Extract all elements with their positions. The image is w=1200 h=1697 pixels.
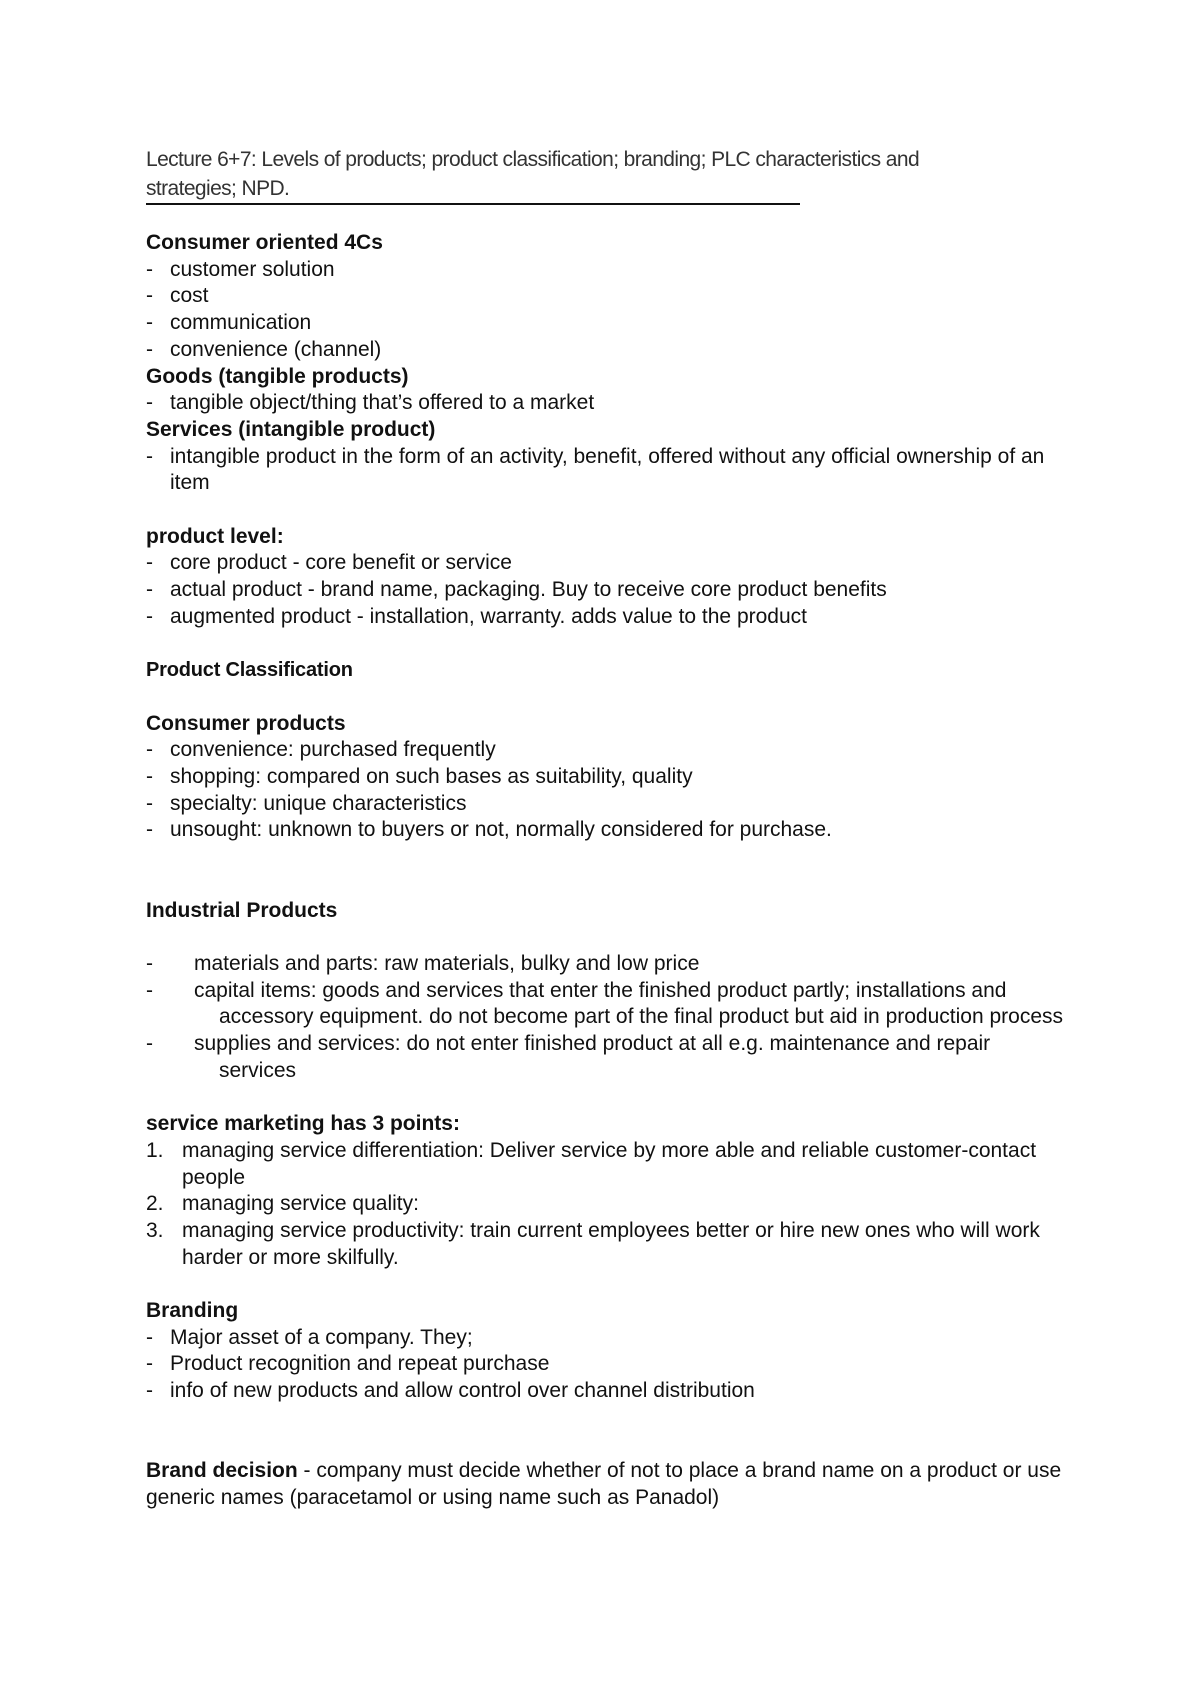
services-list [146,444,1066,497]
list-item: - core product - core benefit or service [146,550,1066,577]
industrial-products-list [146,951,1066,1085]
industrial-products-heading: Industrial Products [146,898,338,922]
branding-list [146,1325,1066,1405]
list-item-text: supplies and services: do not enter finished product at all e.g. maintenance and repair [194,1032,991,1055]
product-classification-heading: Product Classification [146,659,353,682]
list-item: - unsought: unknown to buyers or not, normally considered for purchase. [146,817,1066,844]
goods-heading: Goods (tangible products) [146,364,409,388]
title-line-2: strategies; NPD. [146,177,290,200]
brand-decision-paragraph [146,1458,1066,1511]
consumer-4cs-heading: Consumer oriented 4Cs [146,231,383,254]
services-heading: Services (intangible product) [146,417,436,441]
spacer [146,871,1066,898]
list-item-text: managing service productivity: train current employees better or hire new ones who will work harder or more skilfully. [182,1218,1040,1269]
service-marketing-list [146,1138,1066,1272]
list-item [146,1218,1066,1271]
list-item: - info of new products and allow control over channel distribution [146,1378,1066,1405]
spacer [146,1271,1066,1298]
branding-heading: Branding [146,1299,239,1322]
spacer [146,844,1066,871]
list-item: - Product recognition and repeat purchase [146,1351,1066,1378]
spacer [146,1084,1066,1111]
product-level-list [146,550,1066,630]
document-body [146,230,1066,1512]
list-item: - intangible product in the form of an activity, benefit, offered without any official ownership of an item [146,444,1066,497]
list-item: - augmented product - installation, warranty. adds value to the product [146,604,1066,631]
goods-list [146,390,1066,417]
list-item [146,951,1066,978]
consumer-4cs-list [146,257,1066,364]
brand-decision-term: Brand decision [146,1459,298,1483]
list-item: - tangible object/thing that’s offered to a market [146,390,1066,417]
list-item: - specialty: unique characteristics [146,791,1066,818]
list-item [146,1031,1066,1084]
list-item-continuation: services [219,1058,297,1082]
spacer [146,684,1066,711]
product-level-heading: product level: [146,524,284,548]
list-number: 3. [146,1218,164,1242]
list-number: 2. [146,1192,164,1216]
title-line-1: Lecture 6+7: Levels of products; product classification; branding; PLC characteristics and [146,148,920,171]
brand-decision-text: - company must decide whether of not to place a brand name on a product or use generic names (paracetamol or using name such as Panadol) [146,1459,1062,1509]
list-item [146,1138,1066,1191]
list-item: - customer solution [146,257,1066,284]
consumer-products-heading: Consumer products [146,711,346,735]
list-item: - cost [146,283,1066,310]
list-item: - communication [146,310,1066,337]
list-item [146,1191,1066,1218]
spacer [146,924,1066,951]
spacer [146,497,1066,524]
list-item: - Major asset of a company. They; [146,1325,1066,1352]
list-item-text: materials and parts: raw materials, bulky and low price [194,951,700,975]
document-title [146,145,946,203]
list-item-continuation: accessory equipment. do not become part of the final product but aid in production process [219,1005,1063,1029]
spacer [146,1432,1066,1459]
list-item-text: managing service differentiation: Deliver service by more able and reliable customer-contact people [182,1138,1037,1189]
list-item [146,978,1066,1031]
spacer [146,631,1066,658]
spacer [146,1405,1066,1432]
list-item: - shopping: compared on such bases as suitability, quality [146,764,1066,791]
list-item: - convenience (channel) [146,337,1066,364]
list-item-text: managing service quality: [182,1192,419,1216]
service-marketing-heading: service marketing has 3 points: [146,1112,460,1136]
list-item-text: capital items: goods and services that enter the finished product partly; installations and [194,978,1007,1002]
list-number: 1. [146,1138,164,1162]
title-underline [146,203,800,205]
list-item: - actual product - brand name, packaging. Buy to receive core product benefits [146,577,1066,604]
consumer-products-list [146,737,1066,844]
list-item: - convenience: purchased frequently [146,737,1066,764]
